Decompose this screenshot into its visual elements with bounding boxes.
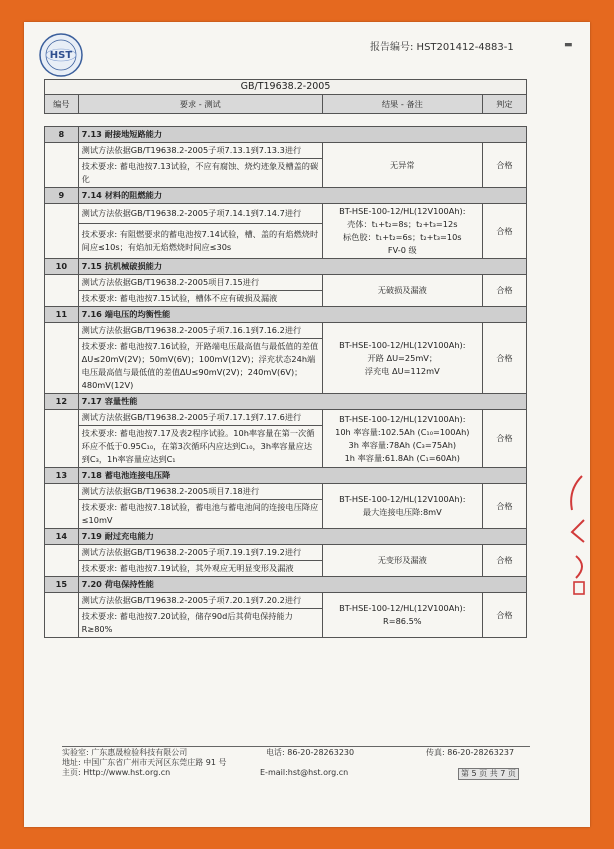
- section-title: 7.19 耐过充电能力: [78, 529, 526, 545]
- test-method: 测试方法依据GB/T19638.2-2005子项7.17.1到7.17.6进行: [78, 410, 322, 426]
- column-header-result: 结果 - 备注: [322, 95, 482, 114]
- test-method-row: [45, 204, 527, 224]
- report-number: 报告编号: HST201412-4883-1: [370, 42, 514, 53]
- result-line: BT-HSE-100-12/HL(12V100Ah):: [339, 494, 466, 504]
- result-cell: [322, 410, 482, 468]
- technical-requirement: 技术要求: 蓄电池按7.15试验，槽体不应有破损及漏液: [78, 291, 322, 307]
- section-title: 7.18 蓄电池连接电压降: [78, 468, 526, 484]
- section-title: 7.17 容量性能: [78, 394, 526, 410]
- section-title: 7.16 端电压的均衡性能: [78, 307, 526, 323]
- result-cell: [322, 323, 482, 394]
- report-page: [24, 22, 590, 827]
- section-number: 11: [45, 307, 79, 323]
- section-number: 14: [45, 529, 79, 545]
- result-cell: [322, 204, 482, 259]
- section-title: 7.15 抗机械破损能力: [78, 259, 526, 275]
- section-header-row: [45, 307, 527, 323]
- result-line: 标色胶：t₁+t₂=6s；t₂+t₃=10s: [343, 232, 462, 242]
- result-line: R=86.5%: [383, 616, 422, 626]
- test-method: 测试方法依据GB/T19638.2-2005子项7.14.1到7.14.7进行: [78, 204, 322, 224]
- section-header-row: [45, 468, 527, 484]
- verdict-cell: 合格: [482, 410, 526, 468]
- result-line: BT-HSE-100-12/HL(12V100Ah):: [339, 206, 466, 216]
- test-method-row: [45, 275, 527, 291]
- blank-number-cell: [45, 275, 79, 307]
- table-header-row: [45, 95, 527, 114]
- blank-number-cell: [45, 323, 79, 394]
- section-number: 13: [45, 468, 79, 484]
- footer: [62, 748, 532, 778]
- test-results-table: [44, 94, 527, 638]
- verdict-cell: 合格: [482, 545, 526, 577]
- result-line: BT-HSE-100-12/HL(12V100Ah):: [339, 413, 466, 424]
- blank-number-cell: [45, 204, 79, 259]
- section-title: 7.20 荷电保持性能: [78, 577, 526, 593]
- verdict-cell: 合格: [482, 484, 526, 529]
- test-method: 测试方法依据GB/T19638.2-2005子项7.20.1到7.20.2进行: [78, 593, 322, 609]
- technical-requirement: 技术要求: 有阻燃要求的蓄电池按7.14试验，槽、盖的有焰燃烧时间应≤10s；有焰加无焰燃烧时间应≤30s: [78, 223, 322, 258]
- test-method: 测试方法依据GB/T19638.2-2005项目7.18进行: [78, 484, 322, 500]
- test-method-row: [45, 484, 527, 500]
- section-number: 12: [45, 394, 79, 410]
- technical-requirement: 技术要求: 蓄电池按7.20试验，储存90d后其荷电保持能力R≥80%: [78, 609, 322, 638]
- result-line: 1h 率容量:61.8Ah (C₁=60Ah): [344, 452, 460, 463]
- section-header-row: [45, 259, 527, 275]
- technical-requirement: 技术要求: 蓄电池按7.16试验，开路端电压最高值与最低值的差值ΔU≤20mV(2V)；50mV(6V)；100mV(12V)；浮充状态24h端电压最高值与最低值的差值ΔU≤90mV(2V)；240mV(6V)；480mV(12V): [78, 339, 322, 394]
- section-number: 10: [45, 259, 79, 275]
- result-line: BT-HSE-100-12/HL(12V100Ah):: [339, 603, 466, 613]
- svg-text:HST: HST: [49, 50, 73, 61]
- verdict-cell: 合格: [482, 143, 526, 188]
- column-header-requirement: 要求 - 测试: [78, 95, 322, 114]
- blank-number-cell: [45, 484, 79, 529]
- hst-logo-seal: [38, 32, 84, 78]
- result-cell: [322, 545, 482, 577]
- result-line: 壳体：t₁+t₂=8s；t₂+t₃=12s: [347, 219, 458, 229]
- result-line: 无破损及漏液: [377, 285, 427, 295]
- result-line: 10h 率容量:102.5Ah (C₁₀=100Ah): [335, 426, 470, 437]
- verdict-cell: 合格: [482, 204, 526, 259]
- column-header-number: 编号: [45, 95, 79, 114]
- footer-address: 地址: 中国广东省广州市天河区东莞庄路 91 号: [62, 758, 227, 767]
- test-method: 测试方法依据GB/T19638.2-2005子项7.13.1到7.13.3进行: [78, 143, 322, 159]
- footer-page-number: 第 5 页 共 7 页: [458, 768, 519, 780]
- result-cell: [322, 143, 482, 188]
- footer-fax: 传真: 86-20-28263237: [426, 748, 515, 757]
- section-title: 7.14 材料的阻燃能力: [78, 188, 526, 204]
- test-method-row: [45, 410, 527, 426]
- footer-homepage: 主页: Http://www.hst.org.cn: [62, 768, 171, 777]
- section-header-row: [45, 188, 527, 204]
- verdict-cell: 合格: [482, 323, 526, 394]
- result-line: 开路 ΔU=25mV；: [367, 352, 438, 363]
- section-header-row: [45, 529, 527, 545]
- result-line: 无异常: [390, 159, 415, 170]
- technical-requirement: 技术要求: 蓄电池按7.17及表2程序试验。10h率容量在第一次循环应不低于0.95C₁₀，在第3次循环内应达到C₁₀，3h率容量应达到C₃，1h率容量应达到C₁: [78, 426, 322, 468]
- verdict-cell: 合格: [482, 593, 526, 638]
- blank-number-cell: [45, 410, 79, 468]
- red-stamp-fragment: [562, 470, 590, 600]
- table-spacer: [45, 114, 527, 127]
- corner-mark: ▬: [564, 40, 573, 50]
- column-header-verdict: 判定: [482, 95, 526, 114]
- result-line: BT-HSE-100-12/HL(12V100Ah):: [339, 339, 466, 350]
- technical-requirement: 技术要求: 蓄电池按7.19试验，其外观应无明显变形及漏液: [78, 561, 322, 577]
- verdict-cell: 合格: [482, 275, 526, 307]
- test-method-row: [45, 323, 527, 339]
- section-header-row: [45, 127, 527, 143]
- section-header-row: [45, 577, 527, 593]
- footer-email: E-mail:hst@hst.org.cn: [260, 768, 349, 777]
- result-line: FV-0 级: [387, 245, 417, 255]
- section-header-row: [45, 394, 527, 410]
- footer-lab: 实验室: 广东惠晟检验科技有限公司: [62, 748, 188, 757]
- technical-requirement: 技术要求: 蓄电池按7.18试验，蓄电池与蓄电池间的连接电压降应≤10mV: [78, 500, 322, 529]
- blank-number-cell: [45, 593, 79, 638]
- result-cell: [322, 593, 482, 638]
- section-number: 9: [45, 188, 79, 204]
- section-number: 15: [45, 577, 79, 593]
- result-line: 3h 率容量:78Ah (C₃=75Ah): [348, 439, 457, 450]
- section-title: 7.13 耐接地短路能力: [78, 127, 526, 143]
- blank-number-cell: [45, 545, 79, 577]
- result-line: 最大连接电压降:8mV: [362, 507, 442, 517]
- result-cell: [322, 275, 482, 307]
- test-method: 测试方法依据GB/T19638.2-2005子项7.16.1到7.16.2进行: [78, 323, 322, 339]
- test-method-row: [45, 143, 527, 159]
- result-line: 浮充电 ΔU=112mV: [364, 365, 440, 376]
- footer-divider: [62, 746, 530, 747]
- test-method-row: [45, 545, 527, 561]
- test-method: 测试方法依据GB/T19638.2-2005项目7.15进行: [78, 275, 322, 291]
- section-number: 8: [45, 127, 79, 143]
- result-cell: [322, 484, 482, 529]
- result-line: 无变形及漏液: [377, 555, 427, 565]
- technical-requirement: 技术要求: 蓄电池按7.13试验，不应有腐蚀、烧灼迹象及槽盖的碳化: [78, 159, 322, 188]
- blank-number-cell: [45, 143, 79, 188]
- test-method: 测试方法依据GB/T19638.2-2005子项7.19.1到7.19.2进行: [78, 545, 322, 561]
- footer-tel: 电话: 86-20-28263230: [266, 748, 355, 757]
- standard-title: GB/T19638.2-2005: [44, 79, 527, 95]
- test-method-row: [45, 593, 527, 609]
